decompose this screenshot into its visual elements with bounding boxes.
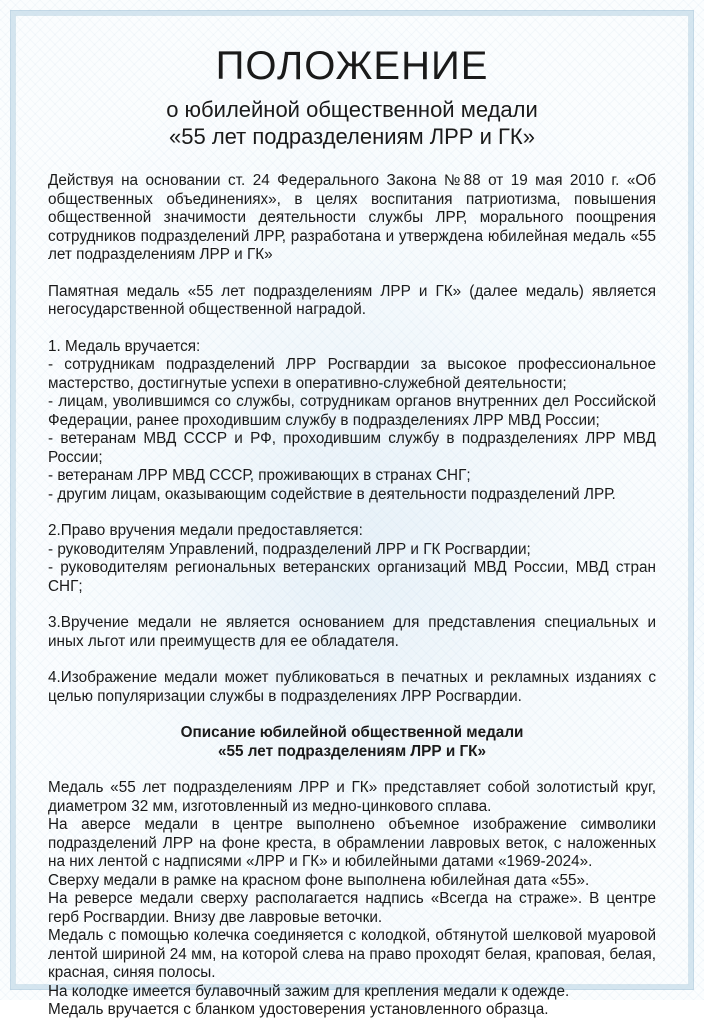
section-2-item: - руководителям региональных ветеранских организаций МВД России, МВД стран СНГ;: [48, 559, 656, 595]
description-body: [48, 779, 656, 1020]
description-paragraph: На аверсе медали в центре выполнено объемное изображение символики подразделений ЛРР на фоне креста, в обрамлении лавровых веток, с наложенных на них лентой с надписями «ЛРР и ГК» и юбилейными датами «1969-2024».: [48, 816, 656, 870]
section-2-item: - руководителям Управлений, подразделений ЛРР и ГК Росгвардии;: [48, 540, 531, 558]
document-subtitle: [48, 96, 656, 150]
subtitle-line-1: о юбилейной общественной медали: [166, 97, 538, 122]
section-1-item: - ветеранам МВД СССР и РФ, проходившим службу в подразделениях ЛРР МВД России;: [48, 430, 656, 466]
description-paragraph: Сверху медали в рамке на красном фоне выполнена юбилейная дата «55».: [48, 871, 590, 889]
section-1-item: - ветеранам ЛРР МВД СССР, проживающих в странах СНГ;: [48, 467, 471, 484]
section-4: 4.Изображение медали может публиковаться в печатных и рекламных изданиях с целью популяризации службы в подразделениях ЛРР Росгвардии.: [48, 669, 656, 705]
description-paragraph: На реверсе медали сверху располагается надпись «Всегда на страже». В центре герб Росгвардии. Внизу две лавровые веточки.: [48, 890, 656, 926]
section-1-item: - лицам, уволившимся со службы, сотрудникам органов внутренних дел Российской Федерации, ранее проходившим службу в подразделениях ЛРР МВД России;: [48, 393, 656, 429]
description-paragraph: На колодке имеется булавочный зажим для крепления медали к одежде.: [48, 982, 570, 1000]
section-1-item: - сотрудникам подразделений ЛРР Росгвардии за высокое профессиональное мастерство, достигнутые успехи в оперативно-служебной деятельности;: [48, 356, 656, 392]
subtitle-line-2: «55 лет подразделениям ЛРР и ГК»: [169, 124, 535, 149]
document-title: ПОЛОЖЕНИЕ: [215, 44, 489, 88]
section-3: 3.Вручение медали не является основанием для представления специальных и иных льгот или преимуществ для ее обладателя.: [48, 614, 656, 650]
description-paragraph: Медаль «55 лет подразделениям ЛРР и ГК» представляет собой золотистый круг, диаметром 32 мм, изготовленный из медно-цинкового сплава.: [48, 779, 656, 815]
description-heading-line-2: «55 лет подразделениям ЛРР и ГК»: [217, 742, 486, 760]
section-1-item: - другим лицам, оказывающим содействие в деятельности подразделений ЛРР.: [48, 485, 616, 503]
description-heading: [48, 724, 656, 761]
description-heading-line-1: Описание юбилейной общественной медали: [180, 724, 524, 741]
section-2: [48, 522, 656, 596]
description-paragraph: Медаль с помощью колечка соединяется с колодкой, обтянутой шелковой муаровой лентой шириной 24 мм, на которой слева на право проходят белая, краповая, белая, красная, синяя полосы.: [48, 927, 656, 981]
section-1-heading: 1. Медаль вручается:: [48, 337, 201, 355]
description-paragraph: Медаль вручается с бланком удостоверения установленного образца.: [48, 1001, 549, 1018]
intro-paragraph-2: Памятная медаль «55 лет подразделениям ЛРР и ГК» (далее медаль) является негосударственной общественной наградой.: [48, 282, 656, 318]
section-1: [48, 338, 656, 505]
document-content: [48, 42, 656, 1020]
document-body: [48, 172, 656, 1020]
intro-paragraph-1: Действуя на основании ст. 24 Федерального Закона №88 от 19 мая 2010 г. «Об общественных объединениях», в целях воспитания патриотизма, повышения общественной значимости деятельности службы ЛРР, морального поощрения сотрудников подразделений ЛРР, разработана и утверждена юбилейная медаль «55 лет подразделениям ЛРР и ГК»: [48, 172, 656, 263]
section-2-heading: 2.Право вручения медали предоставляется:: [48, 522, 363, 539]
